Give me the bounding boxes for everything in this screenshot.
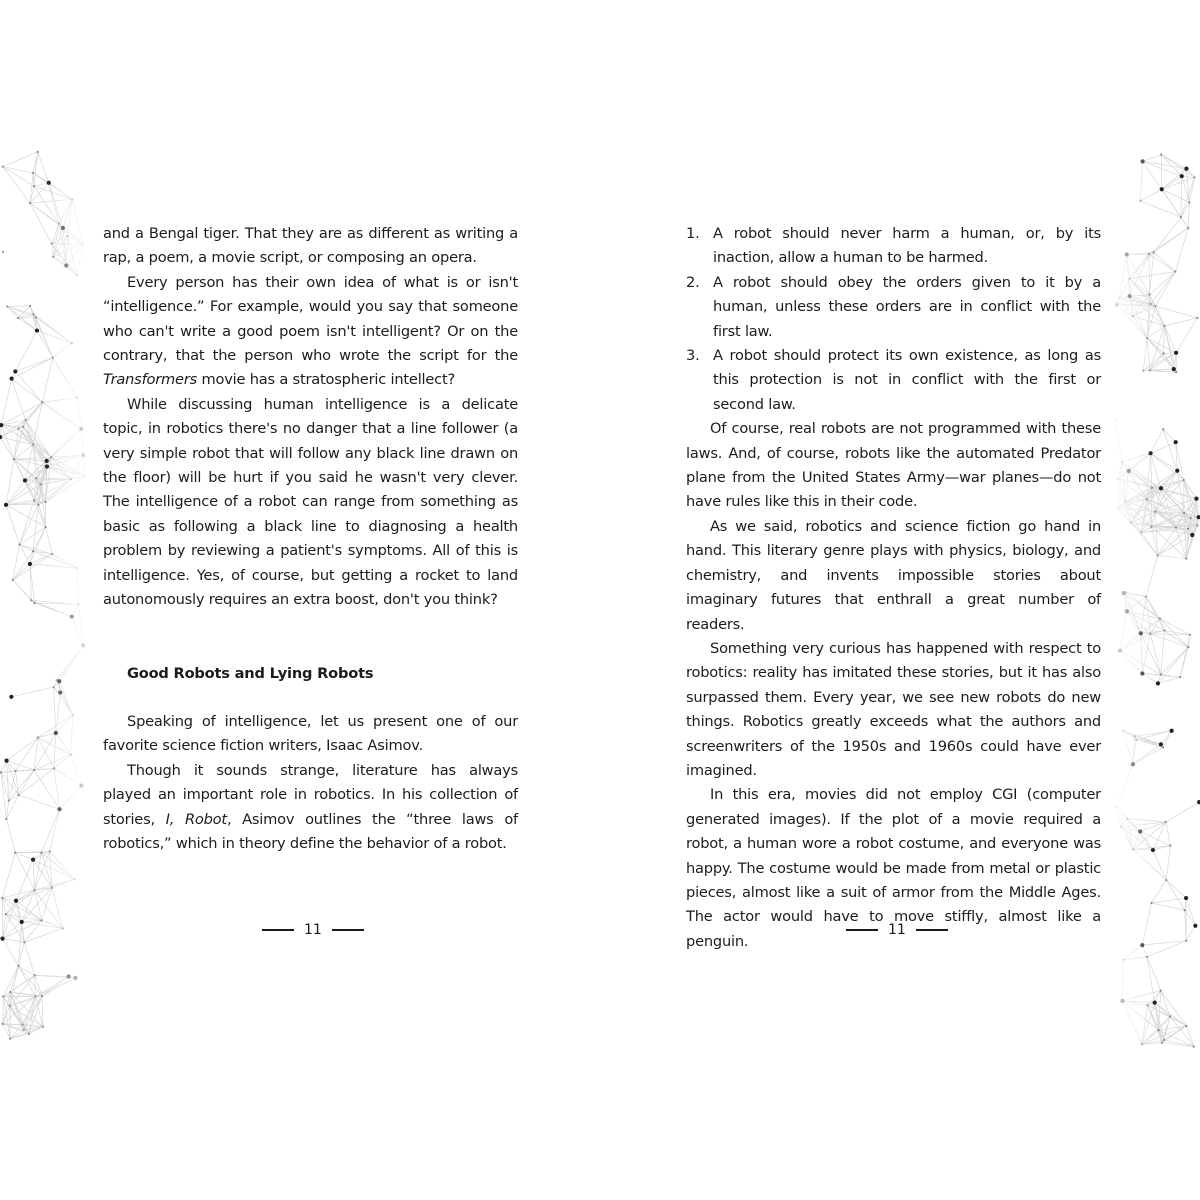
network-pattern-icon	[1115, 150, 1200, 1050]
three-laws-list	[686, 222, 1101, 417]
section-heading: Good Robots and Lying Robots	[127, 664, 374, 682]
network-decoration-left	[0, 150, 85, 1050]
paragraph: As we said, robotics and science fiction go hand in hand. This literary genre plays with physics, biology, and chemistry, and invents impossible stories about imaginary futures that enthrall a great number of readers.	[686, 517, 1101, 633]
book-spread	[0, 150, 1200, 1050]
network-decoration-right	[1115, 150, 1200, 1050]
folio-rule	[916, 929, 948, 931]
list-number: 1.	[686, 225, 700, 242]
list-number: 3.	[686, 347, 700, 365]
list-item: 2. A robot should obey the orders given to it by a human, unless these orders are in conflict with the first law.	[686, 271, 1101, 344]
folio-rule	[846, 929, 878, 931]
paragraph: In this era, movies did not employ CGI (computer generated images). If the plot of a movie required a robot, a human wore a robot costume, and everyone was happy. The costume would be made from metal or plastic pieces, almost like a suit of armor from the Middle Ages. The actor would have to move stiffly, almost like a penguin.	[686, 786, 1101, 950]
page-number-right	[846, 920, 948, 940]
book-title: I, Robot	[165, 810, 227, 828]
right-page-text	[686, 222, 1101, 954]
paragraph: Something very curious has happened with respect to robotics: reality has imitated these stories, but it has also surpassed them. Every year, we see new robots do new things. Robotics greatly exceeds what the authors and screenwriters of the 1950s and 1960s could have ever imagined.	[686, 639, 1101, 779]
left-page-text	[103, 222, 518, 856]
network-pattern-icon	[0, 150, 85, 1050]
paragraph: Of course, real robots are not programmed with these laws. And, of course, robots like the automated Predator plane from the United States Army—war planes—do not have rules like this in their code.	[686, 420, 1101, 511]
list-item: 1. A robot should never harm a human, or, by its inaction, allow a human to be harmed.	[686, 222, 1101, 271]
list-item: 3. A robot should protect its own existence, as long as this protection is not in conflict with the first or second law.	[686, 344, 1101, 417]
folio-rule	[262, 929, 294, 931]
paragraph: Speaking of intelligence, let us present one of our favorite science fiction writers, Isaac Asimov.	[103, 712, 518, 755]
paragraph: Though it sounds strange, literature has always played an important role in robotics. In his collection of stories, I, Robot, Asimov outlines the “three laws of robotics,” which in theory define the behavior of a robot.	[103, 761, 518, 852]
movie-title: Transformers	[103, 371, 198, 389]
page-number: 11	[304, 922, 322, 938]
list-number: 2.	[686, 273, 700, 291]
paragraph: and a Bengal tiger. That they are as different as writing a rap, a poem, a movie script, or composing an opera.	[103, 225, 518, 267]
paragraph: While discussing human intelligence is a delicate topic, in robotics there's no danger that a line follower (a very simple robot that will follow any black line drawn on the floor) will be hurt if you said he wasn't very clever. The intelligence of a robot can range from something as basic as following a black line to diagnosing a health problem by reviewing a patient's symptoms. All of this is intelligence. Yes, of course, but getting a rocket to land autonomously requires an extra boost, don't you think?	[103, 395, 518, 609]
page-number-left	[262, 920, 364, 940]
folio-rule	[332, 929, 364, 931]
page-number: 11	[888, 922, 906, 938]
paragraph: Every person has their own idea of what is or isn't “intelligence.” For example, would you say that someone who can't write a good poem isn't intelligent? Or on the contrary, that the person who wrote the script for the Transformers movie has a stratospheric intellect?	[103, 273, 518, 389]
